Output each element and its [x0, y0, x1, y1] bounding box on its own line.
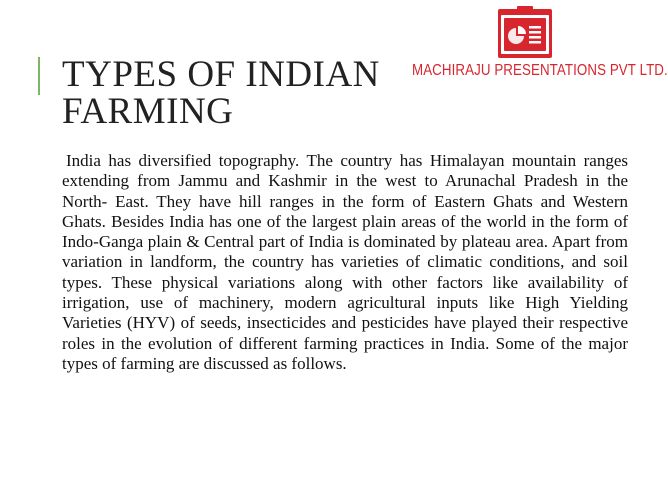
slide-title	[62, 56, 380, 130]
title-accent-bar	[38, 57, 40, 95]
slide-body-text: India has diversified topography. The country has Himalayan mountain ranges extending from Jammu and Kashmir in the west to Arunachal Pradesh in the North- East. They have hill ranges in the form of Eastern Ghats and Western Ghats. Besides India has one of the largest plain areas of the world in the form of Indo-Ganga plain & Central part of India is dominated by plateau area. Apart from variation in landform, the country has varieties of climatic conditions, and soil types. These physical variations along with other factors like availability of irrigation, use of machinery, modern agricultural inputs like High Yielding Varieties (HYV) of seeds, insecticides and pesticides have played their respective roles in the evolution of different farming practices in India. Some of the major types of farming are discussed as follows.	[62, 151, 628, 373]
slide-title-line-1: TYPES OF INDIAN	[62, 54, 380, 95]
presentation-board-icon	[497, 6, 553, 58]
company-name: MACHIRAJU PRESENTATIONS PVT LTD.	[412, 62, 668, 79]
slide-title-line-2: FARMING	[62, 91, 234, 132]
